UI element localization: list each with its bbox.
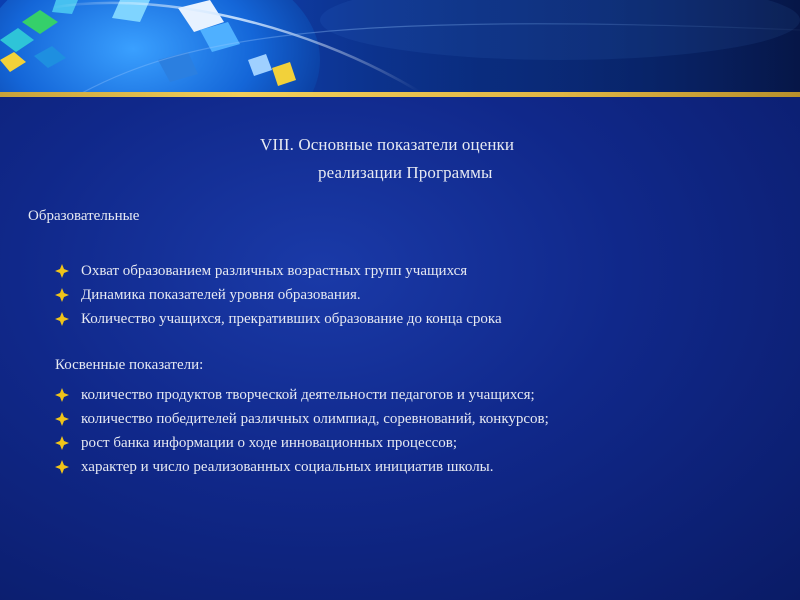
four-petal-diamond-bullet-icon bbox=[55, 412, 69, 426]
slide-title bbox=[260, 131, 514, 187]
four-petal-diamond-bullet-icon bbox=[55, 388, 69, 402]
slide-title-line2: реализации Программы bbox=[318, 163, 493, 182]
list-item-text: количество продуктов творческой деятельности педагогов и учащихся; bbox=[81, 386, 535, 403]
decorative-header-banner bbox=[0, 0, 800, 94]
list-item-text: характер и число реализованных социальных инициатив школы. bbox=[81, 458, 494, 475]
four-petal-diamond-bullet-icon bbox=[55, 288, 69, 302]
slide-title-line1: VIII. Основные показатели оценки bbox=[260, 135, 515, 154]
list-item bbox=[55, 259, 502, 283]
list-item bbox=[55, 455, 549, 479]
list-item bbox=[55, 383, 549, 407]
four-petal-diamond-bullet-icon bbox=[55, 312, 69, 326]
list-item-text: Количество учащихся, прекративших образование до конца срока bbox=[81, 310, 502, 327]
four-petal-diamond-bullet-icon bbox=[55, 264, 69, 278]
list-item bbox=[55, 431, 549, 455]
list-item-text: рост банка информации о ходе инновационных процессов; bbox=[81, 434, 458, 451]
list-item-text: количество победителей различных олимпиад, соревнований, конкурсов; bbox=[81, 410, 549, 427]
indirect-indicators-list bbox=[55, 383, 549, 479]
four-petal-diamond-bullet-icon bbox=[55, 436, 69, 450]
educational-indicators-list bbox=[55, 259, 502, 331]
section-label-indirect: Косвенные показатели: bbox=[55, 357, 204, 373]
gold-divider-line bbox=[0, 92, 800, 97]
abstract-globe-and-cubes-decoration bbox=[0, 0, 800, 94]
list-item bbox=[55, 307, 502, 331]
list-item bbox=[55, 407, 549, 431]
list-item-text: Динамика показателей уровня образования. bbox=[81, 286, 361, 303]
list-item-text: Охват образованием различных возрастных групп учащихся bbox=[81, 262, 468, 279]
section-label-educational: Образовательные bbox=[28, 208, 140, 224]
four-petal-diamond-bullet-icon bbox=[55, 460, 69, 474]
list-item bbox=[55, 283, 502, 307]
